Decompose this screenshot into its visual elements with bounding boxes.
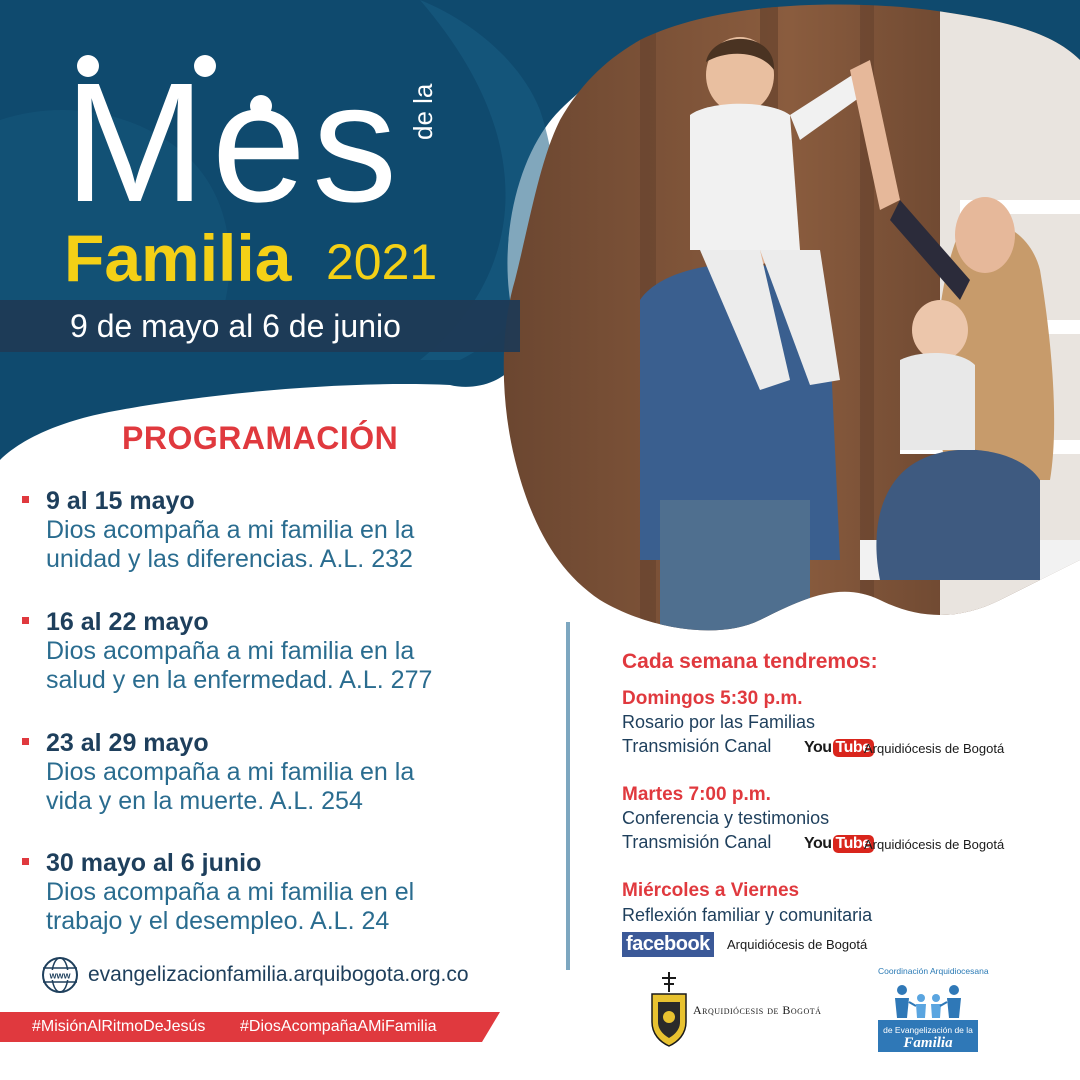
schedule-time: Miércoles a Viernes — [622, 880, 800, 901]
www-globe-icon — [40, 955, 80, 995]
schedule-time: Domingos 5:30 p.m. — [622, 688, 803, 709]
program-dates: 16 al 22 mayo — [46, 608, 209, 636]
title-year: 2021 — [326, 234, 438, 290]
bullet-square-icon — [22, 738, 29, 745]
program-description: Dios acompaña a mi familia en la salud y en la enfermedad. A.L. 277 — [46, 637, 433, 694]
bullet-square-icon — [22, 617, 29, 624]
title-familia: Familia — [64, 221, 292, 295]
weekly-heading: Cada semana tendremos: — [622, 650, 878, 673]
schedule-channel-prefix: Transmisión Canal — [622, 832, 772, 852]
program-dates: 30 mayo al 6 junio — [46, 849, 262, 877]
bullet-square-icon — [22, 496, 29, 503]
date-range: 9 de mayo al 6 de junio — [70, 308, 401, 344]
schedule-activity: Rosario por las Familias — [622, 712, 816, 732]
coordination-label: Coordinación Arquidiocesana — [878, 966, 989, 976]
column-divider — [566, 622, 570, 970]
archdiocese-crest-icon — [648, 972, 690, 1050]
bullet-square-icon — [22, 858, 29, 865]
schedule-activity: Reflexión familiar y comunitaria — [622, 905, 873, 925]
program-dates: 9 al 15 mayo — [46, 487, 195, 515]
youtube-logo-icon: You Tube — [804, 833, 874, 855]
facebook-logo-icon: facebook — [622, 932, 714, 957]
schedule-channel-prefix: Transmisión Canal — [622, 736, 772, 756]
program-description: Dios acompaña a mi familia en la vida y en la muerte. A.L. 254 — [46, 758, 415, 815]
hashtag: #DiosAcompañaAMiFamilia — [240, 1018, 437, 1035]
title-de-la: de la — [408, 83, 438, 140]
coordination-family: Familia — [903, 1035, 953, 1051]
programacion-heading: PROGRAMACIÓN — [122, 420, 399, 456]
schedule-time: Martes 7:00 p.m. — [622, 784, 771, 805]
coordination-subtitle: de Evangelización de la — [883, 1025, 973, 1035]
channel-name: Arquidiócesis de Bogotá — [864, 837, 1005, 852]
channel-name: Arquidiócesis de Bogotá — [727, 937, 868, 952]
archdiocese-name: Arquidiócesis de Bogotá — [693, 1003, 822, 1017]
channel-name: Arquidiócesis de Bogotá — [864, 741, 1005, 756]
title-mes: Mes — [64, 48, 404, 238]
program-description: Dios acompaña a mi familia en la unidad y las diferencias. A.L. 232 — [46, 516, 415, 573]
program-description: Dios acompaña a mi familia en el trabajo y el desempleo. A.L. 24 — [46, 878, 415, 935]
schedule-activity: Conferencia y testimonios — [622, 808, 830, 828]
program-dates: 23 al 29 mayo — [46, 729, 209, 757]
svg-text:www: www — [49, 970, 71, 981]
hashtag: #MisiónAlRitmoDeJesús — [32, 1018, 206, 1035]
youtube-logo-icon: You Tube — [804, 737, 874, 759]
website-link[interactable]: evangelizacionfamilia.arquibogota.org.co — [88, 963, 469, 986]
